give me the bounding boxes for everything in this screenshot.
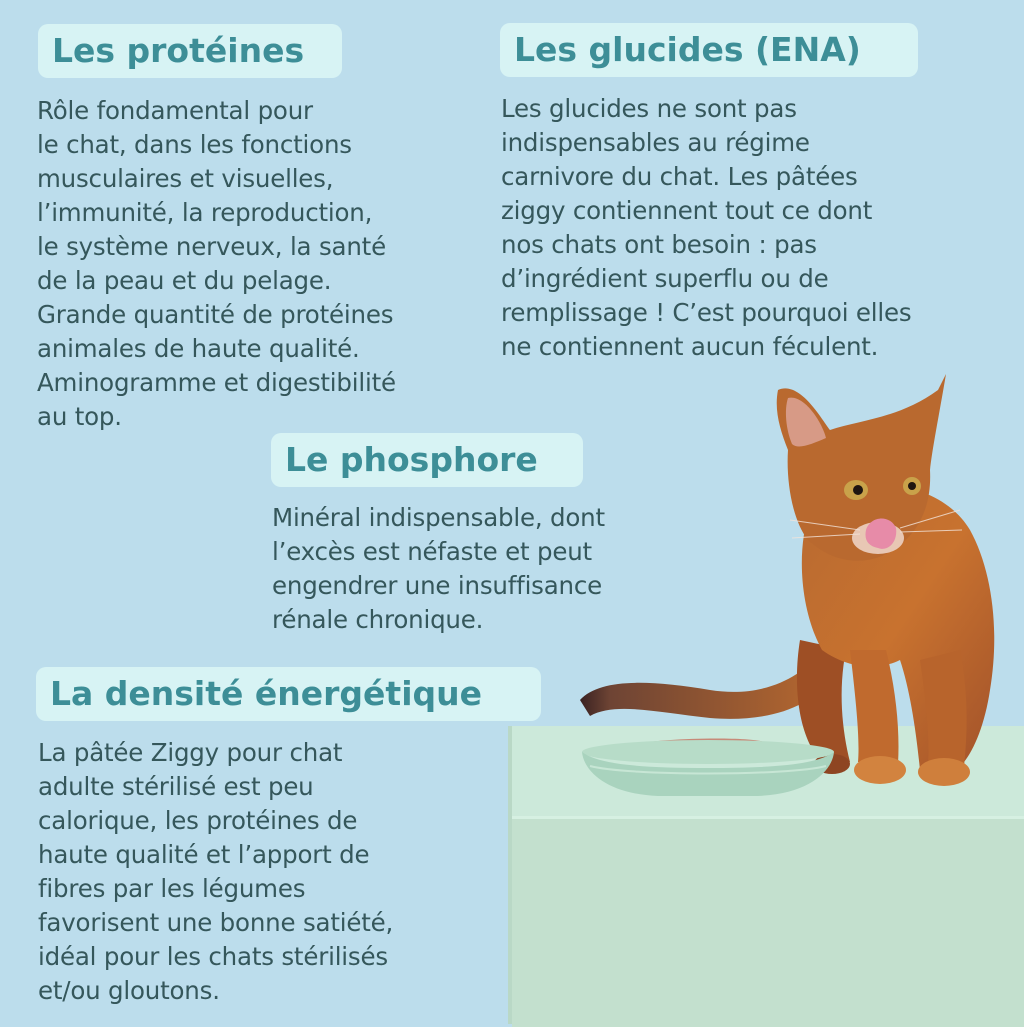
text-line: et/ou gloutons. — [38, 976, 220, 1005]
text-line: Les glucides ne sont pas — [501, 94, 797, 123]
text-line: La pâtée Ziggy pour chat — [38, 738, 343, 767]
cat-tail — [580, 650, 832, 719]
text-line: adulte stérilisé est peu — [38, 772, 314, 801]
text-line: animales de haute qualité. — [37, 334, 360, 363]
food-bowl — [578, 732, 842, 804]
text-line: ziggy contiennent tout ce dont — [501, 196, 873, 225]
text-glucides — [501, 92, 911, 364]
text-proteines — [37, 94, 396, 434]
text-line: le système nerveux, la santé — [37, 232, 386, 261]
heading-glucides: Les glucides (ENA) — [500, 23, 918, 77]
text-line: de la peau et du pelage. — [37, 266, 332, 295]
text-line: l’excès est néfaste et peut — [272, 537, 592, 566]
text-line: Aminogramme et digestibilité — [37, 368, 396, 397]
cat-paw — [854, 756, 906, 784]
text-line: d’ingrédient superflu ou de — [501, 264, 829, 293]
text-line: rénale chronique. — [272, 605, 484, 634]
text-line: calorique, les protéines de — [38, 806, 358, 835]
pedestal — [512, 816, 1024, 1027]
text-line: nos chats ont besoin : pas — [501, 230, 817, 259]
heading-densite: La densité énergétique — [36, 667, 541, 721]
text-line: Minéral indispensable, dont — [272, 503, 605, 532]
text-line: engendrer une insuffisance — [272, 571, 603, 600]
text-phosphore — [272, 501, 605, 637]
text-line: idéal pour les chats stérilisés — [38, 942, 388, 971]
text-line: le chat, dans les fonctions — [37, 130, 352, 159]
text-line: Rôle fondamental pour — [37, 96, 313, 125]
cat-paw — [918, 758, 970, 786]
text-densite — [38, 736, 393, 1008]
text-line: Grande quantité de protéines — [37, 300, 394, 329]
text-line: l’immunité, la reproduction, — [37, 198, 373, 227]
text-line: indispensables au régime — [501, 128, 810, 157]
text-line: favorisent une bonne satiété, — [38, 908, 394, 937]
heading-proteines: Les protéines — [38, 24, 342, 78]
text-line: haute qualité et l’apport de — [38, 840, 370, 869]
text-line: remplissage ! C’est pourquoi elles — [501, 298, 912, 327]
text-line: au top. — [37, 402, 122, 431]
text-line: carnivore du chat. Les pâtées — [501, 162, 858, 191]
text-line: ne contiennent aucun féculent. — [501, 332, 879, 361]
text-line: fibres par les légumes — [38, 874, 306, 903]
heading-phosphore: Le phosphore — [271, 433, 583, 487]
text-line: musculaires et visuelles, — [37, 164, 334, 193]
